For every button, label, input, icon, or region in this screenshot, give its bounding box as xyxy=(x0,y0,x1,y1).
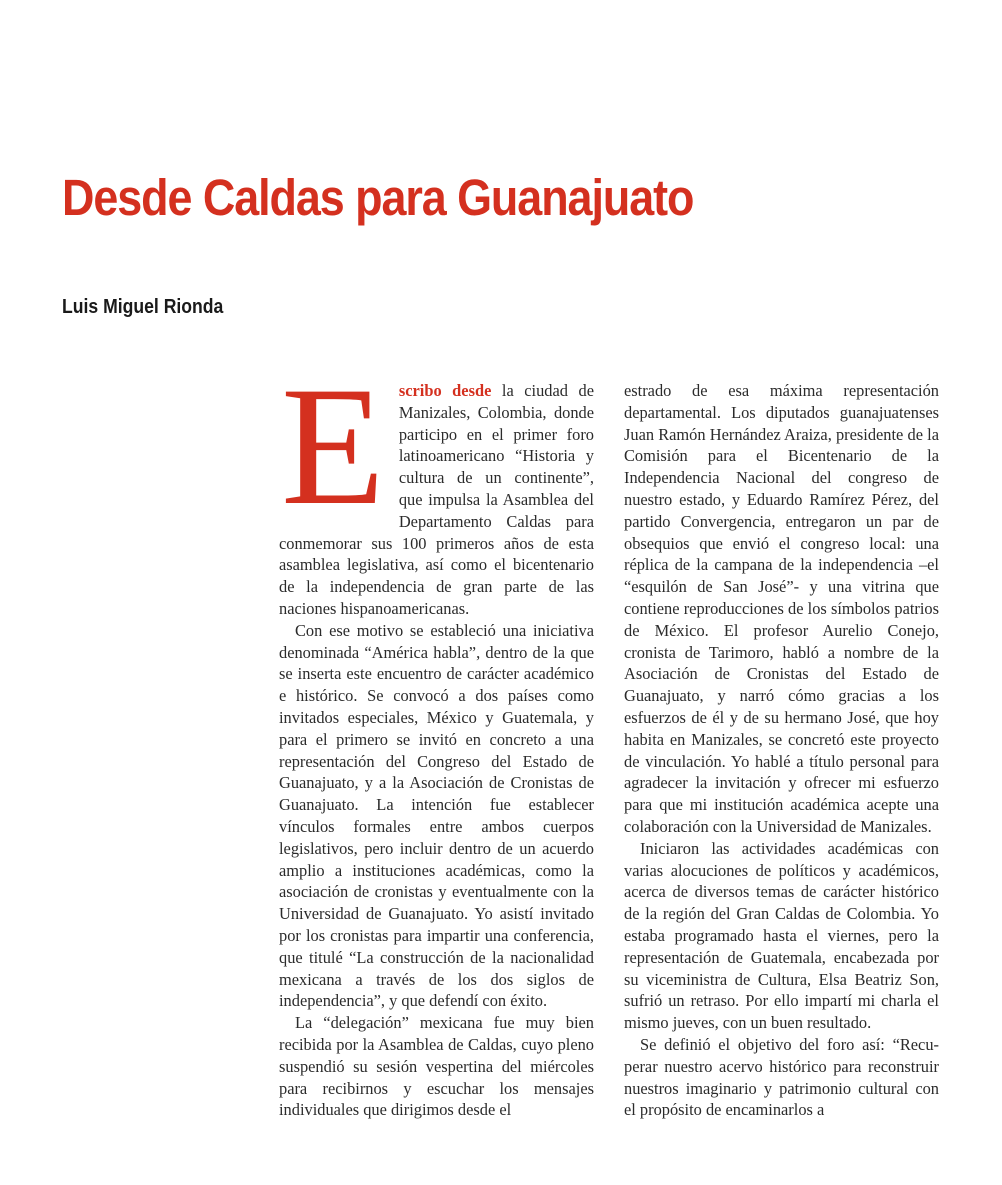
text-column-left xyxy=(279,380,594,1170)
paragraph: La “delegación” mexicana fue muy bien recibida por la Asamblea de Caldas, cuyo pleno suspendió su sesión vespertina del miércoles para recibirnos y escuchar los mensajes individuales que dirigimos desde el xyxy=(279,1013,594,1120)
paragraph: Iniciaron las actividades académicas con varias alocuciones de políticos y académicos, acerca de diversos temas de carácter histórico de la región del Gran Caldas de Colombia. Yo estaba programado hasta el viernes, pero la representación de Guatemala, encabezada por su viceministra de Cultura, Elsa Beatriz Son, sufrió un retraso. Por ello impartí mi charla el mismo jueves, con un buen resultado. xyxy=(624,838,939,1033)
drop-cap-letter: E xyxy=(281,380,385,540)
lead-words: scribo desde xyxy=(398,381,492,400)
paragraph: Se definió el objetivo del foro así: “Recuperar nuestro acervo histórico para reconstruir nuestros imaginario y patrimonio cultural con el propósito de encaminarlos a xyxy=(624,1034,939,1120)
article-author: Luis Miguel Rionda xyxy=(62,296,224,318)
article-title: Desde Caldas para Guanajuato xyxy=(62,169,694,226)
paragraph-text: la ciudad de Manizales, Colombia, donde participo en el primer foro latinoamericano “Historia y cultura de un continente”, que impulsa la Asamblea del Departamento Caldas para conmemorar sus 100 primeros años de esta asamblea legislativa, así como el bicentenario de la independencia de gran parte de las naciones hispanoamericanas. xyxy=(279,381,594,618)
text-column-right xyxy=(624,380,939,1170)
paragraph: estrado de esa máxima representación departamental. Los diputados guanajuatenses Juan Ramón Hernández Araiza, presidente de la Comisión para el Bicentenario de la Independencia Nacional del congreso de nuestro estado, y Eduardo Ramírez Pérez, del partido Convergencia, entregaron un par de obsequios que envió el congreso local: una réplica de la campana de la independencia –el “esquilón de San José”- y una vitrina que contiene reproducciones de los símbolos patrios de México. El profesor Aurelio Conejo, cronista de Tarimoro, habló a nombre de la Asociación de Cronistas del Estado de Guanajuato, y narró cómo gracias a los esfuerzos de él y de su hermano José, que hoy habita en Manizales, se concretó este proyecto de vinculación. Yo hablé a título personal para agradecer la invitación y ofrecer mi esfuerzo para que mi institución académica acepte una colaboración con la Universidad de Manizales. xyxy=(624,381,939,836)
paragraph: Con ese motivo se estableció una iniciativa denominada “América habla”, dentro de la que se inserta este encuentro de carácter académico e histórico. Se convocó a dos países como invitados especiales, México y Guatemala, y para el primero se invitó en concreto a una representación del Congreso del Estado de Guanajuato, y a la Asociación de Cronistas de Guanajuato. La intención fue establecer vínculos formales entre ambos cuerpos legislativos, pero incluir dentro de un acuerdo amplio a instituciones académicas, como la asociación de cronistas y eventualmente con la Universidad de Guanajuato. Yo asistí invitado por los cronistas para impartir una conferencia, que titulé “La construcción de la nacionalidad mexicana a través de los dos siglos de independencia”, y que defendí con éxito. xyxy=(279,620,594,1011)
paragraph xyxy=(279,380,594,620)
